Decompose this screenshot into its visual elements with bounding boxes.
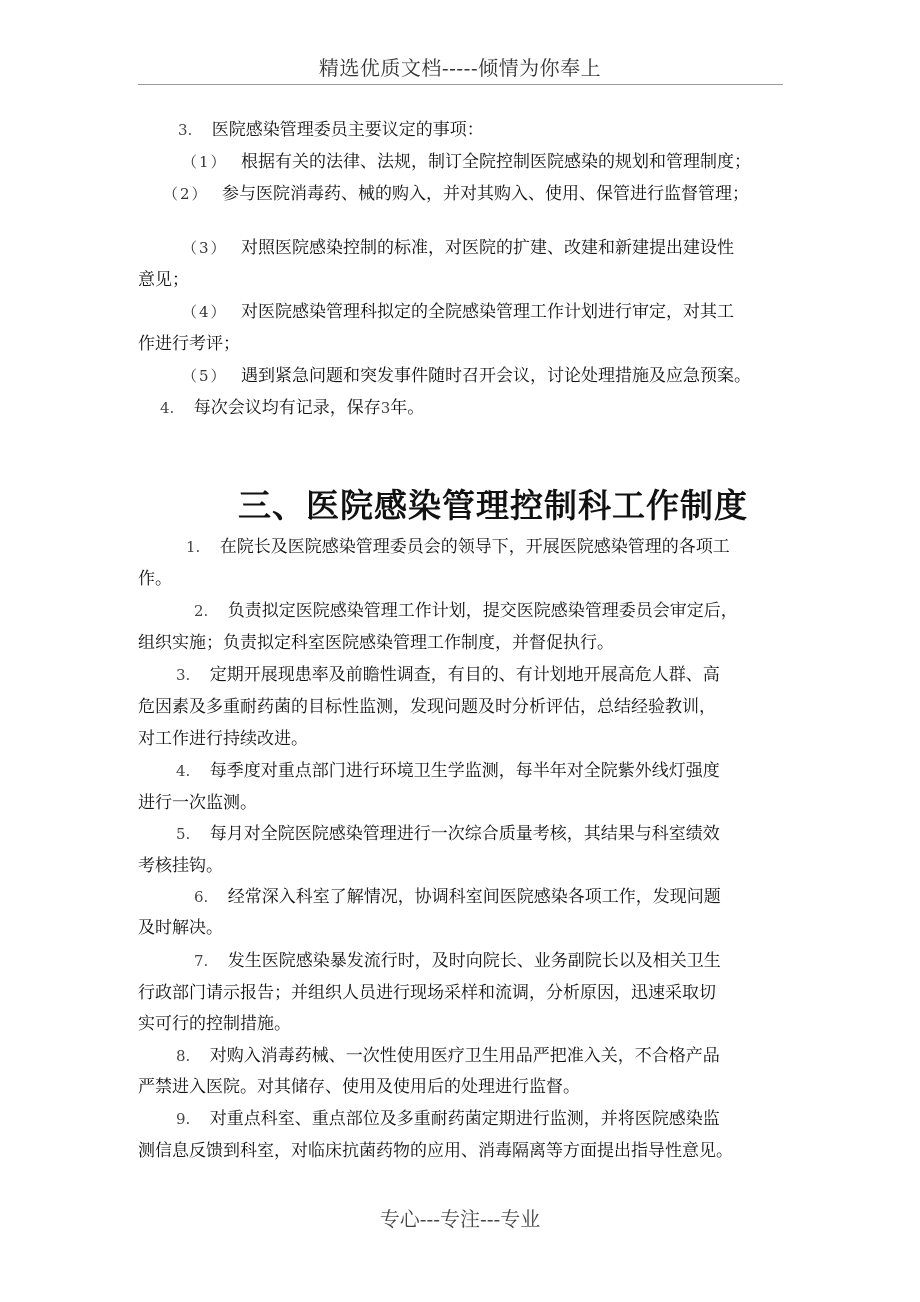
committee-sub-4 [182,302,734,322]
item-text: 在院长及医院感染管理委员会的领导下，开展医院感染管理的各项工 [219,537,730,557]
section-item-1 [186,537,730,557]
sub-number: （2） [163,185,209,203]
item-number: 6. [194,888,209,906]
section-item-9 [176,1109,720,1129]
section-item-2-cont: 组织实施；负责拟定科室医院感染管理工作制度，并督促执行。 [138,633,614,653]
sub-text: 遇到紧急问题和突发事件随时召开会议，讨论处理措施及应急预案。 [240,366,751,386]
sub-number: （3） [182,239,228,257]
years-value: 3 [380,399,391,417]
item-number: 2. [194,602,209,620]
item-number: 3. [176,666,191,684]
sub-text: 参与医院消毒药、械的购入，并对其购入、使用、保管进行监督管理； [221,184,749,204]
header-divider [138,84,783,85]
committee-sub-5 [182,366,751,386]
section-item-1-cont: 作。 [138,569,172,589]
item-text: 每月对全院医院感染管理进行一次综合质量考核，其结果与科室绩效 [209,824,720,844]
item-number: 9. [176,1110,191,1128]
item-text: 医院感染管理委员主要议定的事项： [211,120,484,140]
committee-sub-3-cont: 意见； [138,270,189,290]
page-footer: 专心---专注---专业 [379,1207,541,1231]
section-item-7 [194,951,721,971]
sub-number: （5） [182,367,228,385]
section-item-4-cont: 进行一次监测。 [138,793,257,813]
committee-item-4 [160,398,424,418]
section-item-5 [176,824,720,844]
item-text: 每次会议均有记录，保存 [193,398,381,418]
section-item-6 [194,887,721,907]
sub-text: 根据有关的法律、法规，制订全院控制医院感染的规划和管理制度； [240,152,751,172]
committee-item-3 [178,120,484,140]
item-text: 对购入消毒药械、一次性使用医疗卫生用品严把准入关，不合格产品 [209,1046,720,1066]
committee-sub-2 [163,184,749,204]
item-number: 4. [176,762,191,780]
sub-number: （4） [182,303,228,321]
item-number: 5. [176,825,191,843]
item-text: 对重点科室、重点部位及多重耐药菌定期进行监测，并将医院感染监 [209,1109,720,1129]
item-text-end: 年。 [390,398,425,418]
section-item-6-cont: 及时解决。 [138,918,223,938]
sub-text: 对照医院感染控制的标准，对医院的扩建、改建和新建提出建设性 [240,238,734,258]
section-item-9-cont: 测信息反馈到科室，对临床抗菌药物的应用、消毒隔离等方面提出指导性意见。 [138,1141,733,1161]
sub-text: 对医院感染管理科拟定的全院感染管理工作计划进行审定，对其工 [240,302,734,322]
sub-number: （1） [182,153,228,171]
committee-sub-4-cont: 作进行考评； [138,334,240,354]
section-item-7-cont2: 实可行的控制措施。 [138,1014,291,1034]
item-number: 7. [194,952,209,970]
page-header: 精选优质文档-----倾情为你奉上 [318,56,602,80]
section-item-8 [176,1046,720,1066]
item-text: 发生医院感染暴发流行时，及时向院长、业务副院长以及相关卫生 [227,951,721,971]
section-item-3-cont2: 对工作进行持续改进。 [138,729,308,749]
section-item-3-cont: 危因素及多重耐药菌的目标性监测，发现问题及时分析评估，总结经验教训， [138,697,716,717]
section-item-8-cont: 严禁进入医院。对其储存、使用及使用后的处理进行监督。 [138,1077,580,1097]
section-heading: 三、医院感染管理控制科工作制度 [238,486,748,525]
item-number: 3. [178,121,193,139]
item-number: 1. [186,538,201,556]
item-text: 定期开展现患率及前瞻性调查，有目的、有计划地开展高危人群、高 [209,665,720,685]
item-number: 4. [160,399,175,417]
item-text: 负责拟定医院感染管理工作计划，提交医院感染管理委员会审定后， [227,601,738,621]
section-item-7-cont: 行政部门请示报告；并组织人员进行现场采样和流调，分析原因，迅速采取切 [138,983,716,1003]
section-item-2 [194,601,738,621]
item-text: 经常深入科室了解情况，协调科室间医院感染各项工作，发现问题 [227,887,721,907]
section-item-3 [176,665,720,685]
section-item-5-cont: 考核挂钩。 [138,856,223,876]
committee-sub-1 [182,152,751,172]
item-number: 8. [176,1047,191,1065]
committee-sub-3 [182,238,734,258]
item-text: 每季度对重点部门进行环境卫生学监测，每半年对全院紫外线灯强度 [209,761,720,781]
section-item-4 [176,761,720,781]
